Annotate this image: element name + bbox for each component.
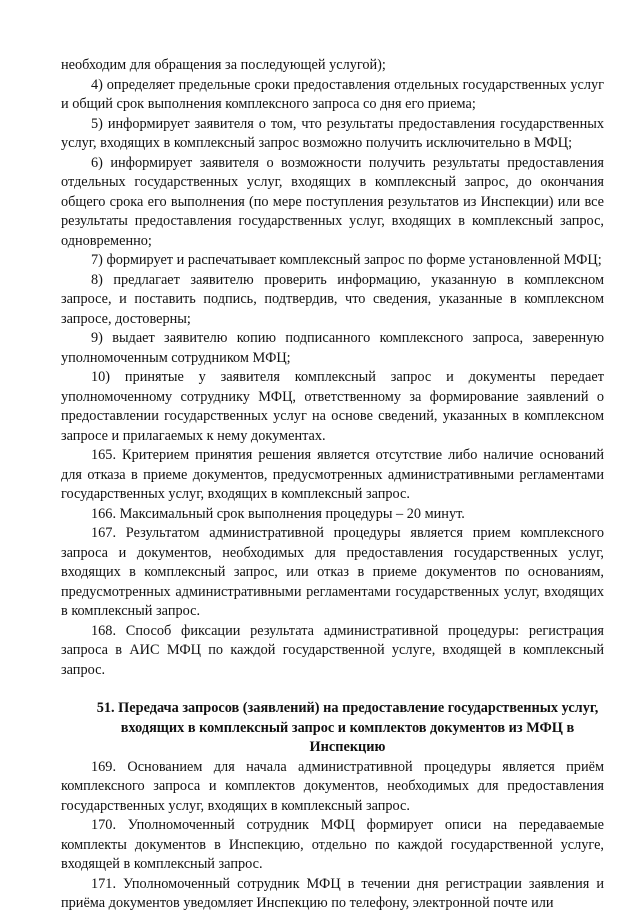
paragraph-169: 169. Основанием для начала административной процедуры является приём комплексного запроса и комплектов документов, необходимых для предоставления государственных услуг, входящих в комплексный запрос. [61, 758, 604, 814]
paragraph-item-7: 7) формирует и распечатывает комплексный запрос по форме установленной МФЦ; [91, 252, 602, 268]
paragraph-item-5: 5) информирует заявителя о том, что результаты предоставления государственных услуг, входящих в комплексный запрос возможно получить исключительно в МФЦ; [61, 115, 604, 151]
paragraph-166: 166. Максимальный срок выполнения процедуры – 20 минут. [91, 505, 465, 522]
section-spacer [61, 680, 604, 699]
paragraph-item-6: 6) информирует заявителя о возможности получить результаты предоставления отдельных государственных услуг, входящих в комплексный запрос, до окончания общего срока его выполнения (по мере поступления результатов из Инспекции) или все результаты предоставления государственных услуг, входящих в комплексный запрос, одновременно; [61, 154, 604, 249]
paragraph-item-9: 9) выдает заявителю копию подписанного комплексного запроса, заверенную уполномоченным сотрудником МФЦ; [61, 330, 604, 366]
paragraph-170: 170. Уполномоченный сотрудник МФЦ формирует описи на передаваемые комплекты документов в Инспекцию, отдельно по каждой государственной услуге, входящей в комплексный запрос. [61, 817, 604, 872]
paragraph-item-8: 8) предлагает заявителю проверить информацию, указанную в комплексном запросе, и поставить подпись, подтвердив, что сведения, указанные в комплексном запросе, достоверны; [61, 271, 604, 327]
paragraph-item-4: 4) определяет предельные сроки предоставления отдельных государственных услуг и общий срок выполнения комплексного запроса со дня его приема; [61, 76, 604, 112]
paragraph-167: 167. Результатом административной процедуры является прием комплексного запроса и документов, необходимых для предоставления государственных услуг, входящих в комплексный запрос, или отказ в приеме документов по основаниям, предусмотренных административными регламентами государственных услуг, входящих в комплексный запрос. [61, 525, 604, 619]
paragraph-171: 171. Уполномоченный сотрудник МФЦ в течении дня регистрации заявления и приёма документов уведомляет Инспекцию по телефону, электронной почте или [61, 875, 604, 911]
section-heading: 51. Передача запросов (заявлений) на предоставление государственных услуг, входящих в комплексный запрос и комплектов документов из МФЦ в Инспекцию [96, 700, 599, 755]
paragraph-continuation: необходим для обращения за последующей услугой); [61, 57, 386, 73]
paragraph-168: 168. Способ фиксации результата административной процедуры: регистрация запроса в АИС МФЦ по каждой государственной услуге, входящей в комплексный запрос. [61, 622, 604, 678]
paragraph-165: 165. Критерием принятия решения является отсутствие либо наличие оснований для отказа в приеме документов, предусмотренных административными регламентами государственных услуг, входящих в комплексный запрос. [61, 447, 604, 502]
paragraph-item-10: 10) принятые у заявителя комплексный запрос и документы передает уполномоченному сотруднику МФЦ, ответственному за формирование заявлений о предоставлении государственных услуг на основе сведений, указанных в комплексном запросе и прилагаемых к нему документах. [61, 369, 604, 444]
